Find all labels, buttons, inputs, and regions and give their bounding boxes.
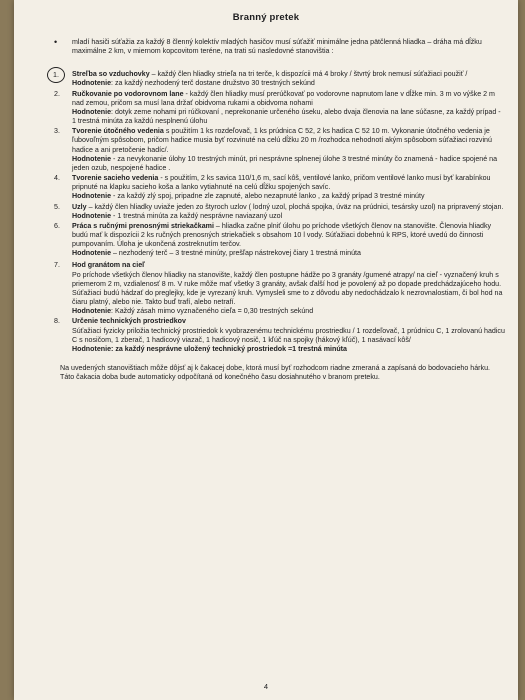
evaluation-label: Hodnotenie xyxy=(72,249,112,258)
evaluation-label: Hodnotenie xyxy=(72,107,112,116)
closing-paragraph: Na uvedených stanovištiach môže dôjsť aj k čakacej dobe, ktorá musí byť rozhodcom riadne zmeraná a zapísaná do bodovacieho hárku. Táto čakacia doba bude automaticky odpočítaná od konečného času dosiahnutého v branom preteku. xyxy=(60,364,491,382)
item-title: Hod granátom na cieľ xyxy=(72,261,145,270)
evaluation-label: Hodnotenie xyxy=(72,79,112,88)
station-item xyxy=(54,127,506,173)
station-item xyxy=(54,90,506,127)
item-number: 4. xyxy=(54,174,60,183)
item-number: 3. xyxy=(54,127,60,136)
evaluation-text: : za každý nezhodený terč dostane družstvo 30 trestných sekúnd xyxy=(111,79,315,88)
item-description: Súťažiaci fyzicky priložia technický prostriedok k vyobrazenému technickému prostriedku / 1 rozdeľovač, 1 prúdnicu C, 1 zrolovanú hadicu C s nosičom, 1 zberač, 1 hadicový viazač, 1 hadicový nosič, 1 kľúč na spojky (hákový kľúč), 1 nasávací kôš/ xyxy=(72,326,505,344)
evaluation-text: : dotyk zeme nohami pri rúčkovaní , neprekonanie určeného úseku, alebo dvaja členovia na lane súčasne, za každý prípad - 1 trestná minúta za každú nesplnenú úlohu xyxy=(72,107,501,126)
evaluation-label: Hodnotenie xyxy=(72,192,112,201)
station-item xyxy=(54,70,506,88)
evaluation-text: - za každý zlý spoj, pripadne zle zapnuté, alebo nezapnuté lanko , za každý prípad 3 trestné minúty xyxy=(111,192,425,201)
item-title: Tvorenie sacieho vedenia xyxy=(72,174,159,183)
item-description: s použitím 1 ks rozdeľovač, 1 ks prúdnica C 52, 2 ks hadica C 52 10 m. Vykonanie útočného vedenia je ľubovoľným spôsobom, pričom hadice musia byť rozvinuté na celú dĺžku 20 m /rozhodca nehodnotí akým spôsobom súťažiaci rozvinú hadice a ani pretočenie hadíc/. xyxy=(72,127,492,154)
item-description: Po príchode všetkých členov hliadky na stanovište, každý člen postupne hádže po 3 granáty /gumené atrapy/ na cieľ - vyznačený kruh s priemerom 2 m, vzdialenosť 8 m. V ruke môže mať všetky 3 granáty, avšak ďalší hod je povolený až po dopade predchádzajúceho hodu. Súťažiaci budú hádzať do preglejky, kde je vyrezaný kruh. Vymysleli sme to z dôvodu aby nedochádzalo k nezrovnalostiam, či bol hod na čiaru platný, alebo nie. Takto buď trafí, alebo netrafí. xyxy=(72,270,503,307)
item-title: Práca s ručnými prenosnými striekačkami xyxy=(72,221,214,230)
item-description: - s použitím, 2 ks savica 110/1,6 m, sací kôš, ventilové lanko, pričom ventilové lanko musí byť karabínkou pripnuté na klapku sacieho koša a lanko vytiahnuté na celú dĺžku spojených savíc. xyxy=(72,174,491,192)
intro-paragraph xyxy=(54,38,506,56)
item-title: Tvorenie útočného vedenia xyxy=(72,127,164,136)
station-item xyxy=(54,174,506,201)
page-number: 4 xyxy=(263,682,269,691)
evaluation-label: Hodnotenie xyxy=(72,211,112,220)
item-number: 6. xyxy=(54,221,60,230)
evaluation-text: – nezhodený terč – 3 trestné minúty, prešľap nástrekovej čiary 1 trestná minúta xyxy=(111,249,361,258)
item-number: 8. xyxy=(54,317,60,326)
item-number: 2. xyxy=(54,89,60,98)
item-title: Ručkovanie po vodorovnom lane xyxy=(72,89,184,98)
bullet-icon: • xyxy=(54,37,58,47)
evaluation-label: Hodnotenie xyxy=(72,307,112,316)
item-description: – hliadka začne plniť úlohu po príchode všetkých členov na stanovište. Členovia hliadky budú mať k dispozícii 2 ks ručných prenosných striekačiek s obsahom 10 l vody. Súťažiaci dobehnú k RPS, ktoré uvedú do činnosti pumpovaním. Úloha je ukončená zostreknutím terčov. xyxy=(72,221,492,249)
evaluation-text: - za nevykonanie úlohy 10 trestných minút, pri nesprávne splnenej úlohe 3 trestné minúty čo znamená - hadice spojené na jeden ozub, nespojené hadice . xyxy=(72,154,498,172)
item-number: 5. xyxy=(54,202,60,211)
document-page xyxy=(14,0,518,700)
item-description: – každý člen hliadky uviaže jeden zo štyroch uzlov ( lodný uzol, plochá spojka, úväz na prúdnici, tesársky uzol) na pripravený stojan. xyxy=(86,202,504,211)
evaluation-label: Hodnotenie xyxy=(72,154,112,163)
station-item xyxy=(54,317,506,354)
station-item xyxy=(54,261,506,316)
item-title: Uzly xyxy=(72,202,87,211)
station-item xyxy=(54,203,506,221)
item-description: – každý člen hliadky strieľa na tri terče, k dispozícii má 4 broky / štvrtý brok nemusí súťažiaci použiť / xyxy=(149,70,468,79)
item-title: Určenie technických prostriedkov xyxy=(72,317,186,326)
evaluation-text: : za každý nesprávne uložený technický prostriedok =1 trestná minúta xyxy=(111,344,347,353)
evaluation-label: Hodnotenie xyxy=(72,344,112,353)
station-item xyxy=(54,222,506,259)
intro-text: mladí hasiči súťažia za každý 8 členný kolektív mladých hasičov musí súťažiť minimálne jedna pätčlenná hliadka – dráha má dĺžku maximálne 2 km, v miernom kopcovitom teréne, na trati sú nasledovné stanovištia : xyxy=(72,38,482,56)
document-body xyxy=(54,38,506,382)
item-number: 1. xyxy=(47,67,65,83)
item-title: Streľba so vzduchovky xyxy=(72,70,150,79)
item-number: 7. xyxy=(54,261,60,270)
document-title: Branný pretek xyxy=(232,12,300,23)
evaluation-text: : Každý zásah mimo vyznačeného cieľa = 0,30 trestných sekúnd xyxy=(111,307,314,316)
evaluation-text: - 1 trestná minúta za každý nesprávne naviazaný uzol xyxy=(111,211,283,220)
item-description: - každý člen hliadky musí prerúčkovať po vodorovne napnutom lane v dĺžke min. 3 m vo výške 2 m nad zemou, pričom sa musí lana držať obidvoma rukami a obidvoma nohami xyxy=(72,89,495,107)
